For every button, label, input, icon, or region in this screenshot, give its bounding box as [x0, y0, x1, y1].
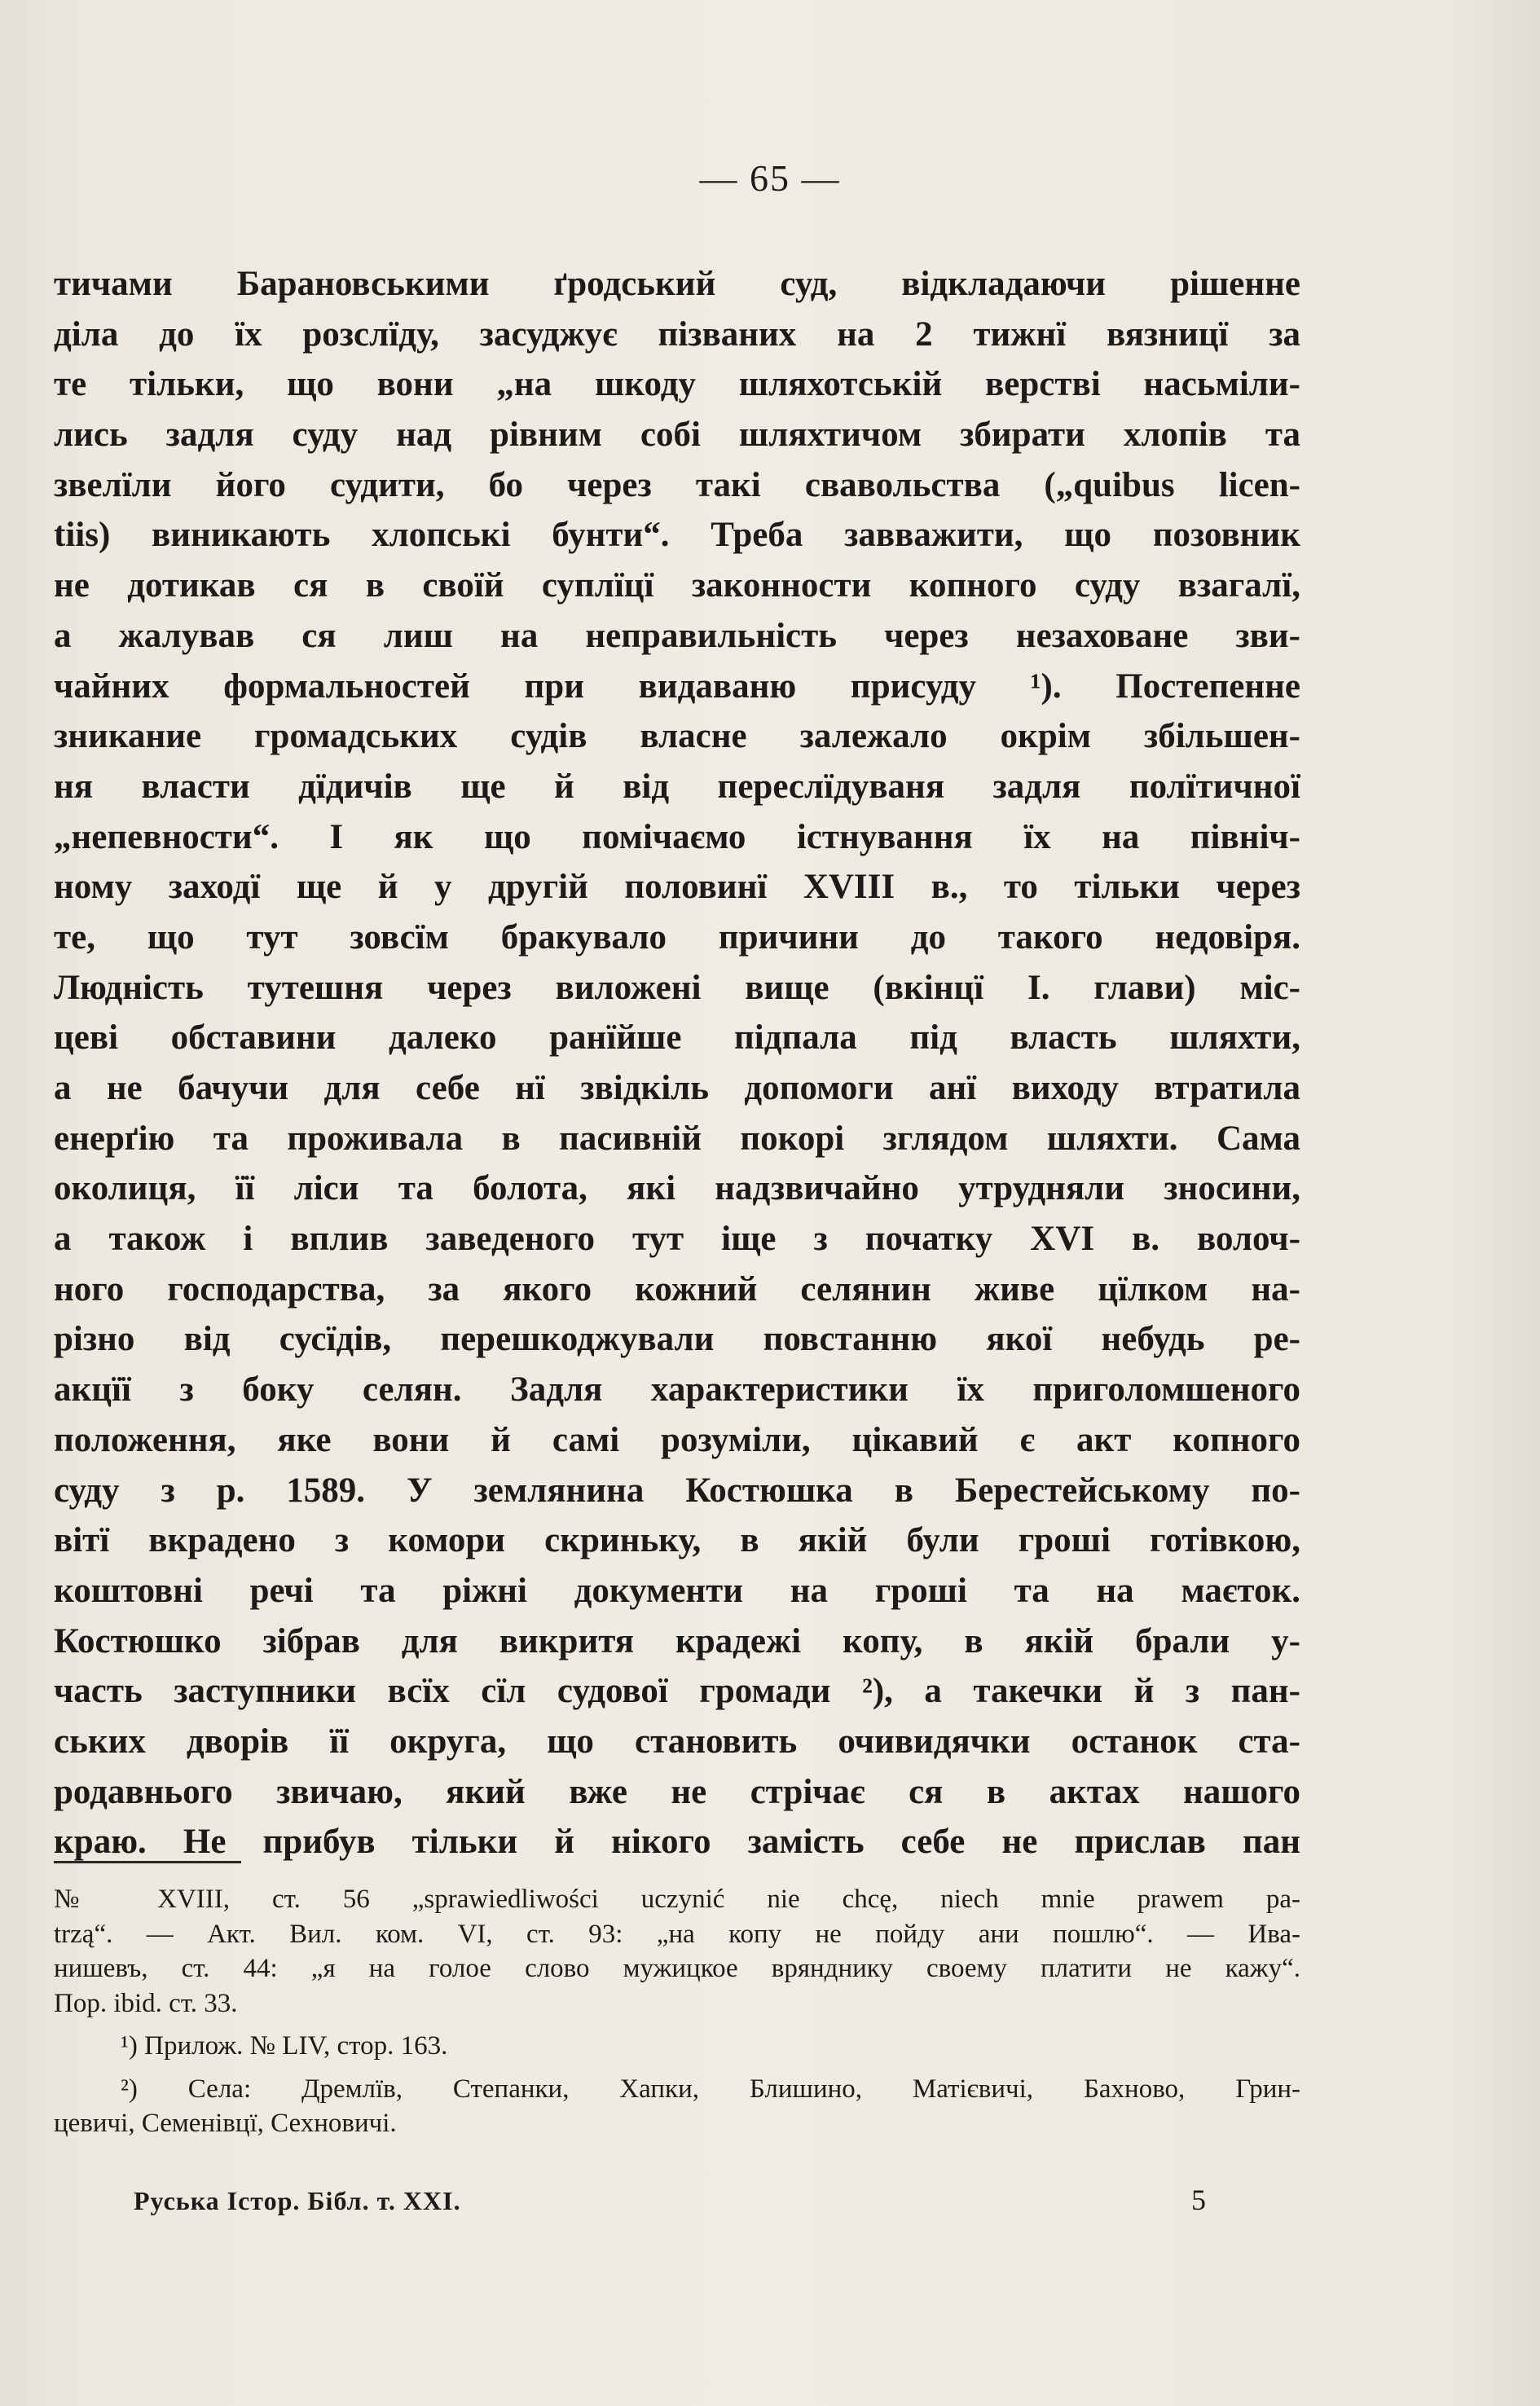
- text-line: часть заступники всїх сїл судової громади ²), а такечки й з пан-: [54, 1672, 1300, 1711]
- text-line: енерґію та проживала в пасивній покорі зглядом шляхти. Сама: [54, 1119, 1300, 1158]
- text-line: коштовні речі та ріжні документи на гроші та на маєток.: [54, 1571, 1300, 1610]
- text-line: а не бачучи для себе нї звідкіль допомоги анї виходу втратила: [54, 1069, 1300, 1107]
- text-line: лись задля суду над рівним собі шляхтичом збирати хлопів та: [54, 416, 1300, 455]
- text-line: різно від сусїдів, перешкоджували повстанню якої небудь ре-: [54, 1320, 1300, 1359]
- text-line: вітї вкрадено з комори скриньку, в якій були гроші готівкою,: [54, 1521, 1300, 1560]
- footnote-line: № XVIII, ст. 56 „sprawiedliwości uczynić nie chcę, niech mnie prawem pa-: [54, 1885, 1300, 1914]
- text-line: суду з р. 1589. У землянина Костюшка в Берестейському по-: [54, 1471, 1300, 1510]
- text-line: не дотикав ся в своїй суплїцї законности копного суду взагалї,: [54, 566, 1300, 605]
- footnote-line: ²) Села: Дремлїв, Степанки, Хапки, Блишино, Матієвичі, Бахново, Грин-: [121, 2074, 1300, 2104]
- text-line: тичами Барановськими ґродський суд, відкладаючи рішенне: [54, 265, 1300, 303]
- text-line: те тільки, що вони „на шкоду шляхотській верстві насьміли-: [54, 365, 1300, 404]
- footnote-line: Пор. ibid. ст. 33.: [54, 1988, 238, 2018]
- text-line: звелїли його судити, бо через такі свавольства („quibus licen-: [54, 465, 1300, 504]
- footnotes: [54, 1882, 1300, 2141]
- footnote-line: цевичі, Семенівцї, Сехновичі.: [54, 2109, 397, 2138]
- text-line: чайних формальностей при видаваню присуду ¹). Постепенне: [54, 666, 1300, 706]
- text-line: околиця, її ліси та болота, які надзвичайно утрудняли зносини,: [54, 1169, 1300, 1208]
- text-line: ня власти дїдичів ще й від переслїдуваня задля полїтичної: [54, 767, 1300, 806]
- text-line: акцїї з боку селян. Задля характеристики їх приголомшеного: [54, 1370, 1300, 1410]
- text-line: Людність тутешня через виложені вище (вкінцї І. глави) міс-: [54, 968, 1300, 1007]
- text-line: tiis) виникають хлопські бунти“. Треба завважити, що позовник: [54, 516, 1300, 555]
- text-line: ному заходї ще й у другій половинї XVIII в., то тільки через: [54, 868, 1300, 907]
- text-line: а жалував ся лиш на неправильність через незаховане зви-: [54, 616, 1300, 655]
- text-line: зникание громадських судів власне залежало окрім збільшен-: [54, 717, 1300, 756]
- page-number: — 65 —: [699, 157, 841, 199]
- text-line: те, що тут зовсїм бракувало причини до такого недовіря.: [54, 917, 1300, 957]
- footnote-line: нишевъ, ст. 44: „я на голое слово мужицкое врянднику своему платити не кажу“.: [54, 1954, 1300, 1983]
- text-line: діла до їх розслїду, засуджує пізваних на 2 тижнї вязницї за: [54, 314, 1300, 354]
- footnote-line: trzą“. — Акт. Вил. ком. VI, ст. 93: „на копу не пойду ани пошлю“. — Ива-: [54, 1919, 1300, 1949]
- text-line: ного господарства, за якого кожний селянин живе цїлком на-: [54, 1269, 1300, 1309]
- text-line: а також і вплив заведеного тут іще з початку XVI в. волоч-: [54, 1220, 1300, 1259]
- text-line: „непевности“. І як що помічаємо істнування їх на північ-: [54, 817, 1300, 856]
- text-line: цеві обставини далеко ранїйше підпала під власть шляхти,: [54, 1018, 1300, 1058]
- text-line: ських дворів її округа, що становить очивидячки останок ста-: [54, 1722, 1300, 1761]
- footnote-1: [54, 2029, 1300, 2064]
- footnote-continuation: [54, 1882, 1300, 2021]
- signature-number: 5: [1191, 2184, 1206, 2216]
- footnote-line: ¹) Прилож. № LIV, стор. 163.: [121, 2031, 448, 2061]
- main-text: [54, 259, 1300, 1867]
- text-line: краю. Не прибув тільки й нікого замість себе не прислав пан: [54, 1823, 1300, 1862]
- text-line: родавнього звичаю, який вже не стрічає ся в актах нашого: [54, 1772, 1300, 1811]
- signature-mark: Руська Істор. Бібл. т. XXI.: [134, 2186, 461, 2215]
- footnote-2: [54, 2072, 1300, 2141]
- text-line: положення, яке вони й самі розуміли, цікавий є акт копного: [54, 1420, 1300, 1459]
- text-line: Костюшко зібрав для викритя крадежі копу, в якій брали у-: [54, 1621, 1300, 1660]
- footnote-divider: [54, 1861, 241, 1863]
